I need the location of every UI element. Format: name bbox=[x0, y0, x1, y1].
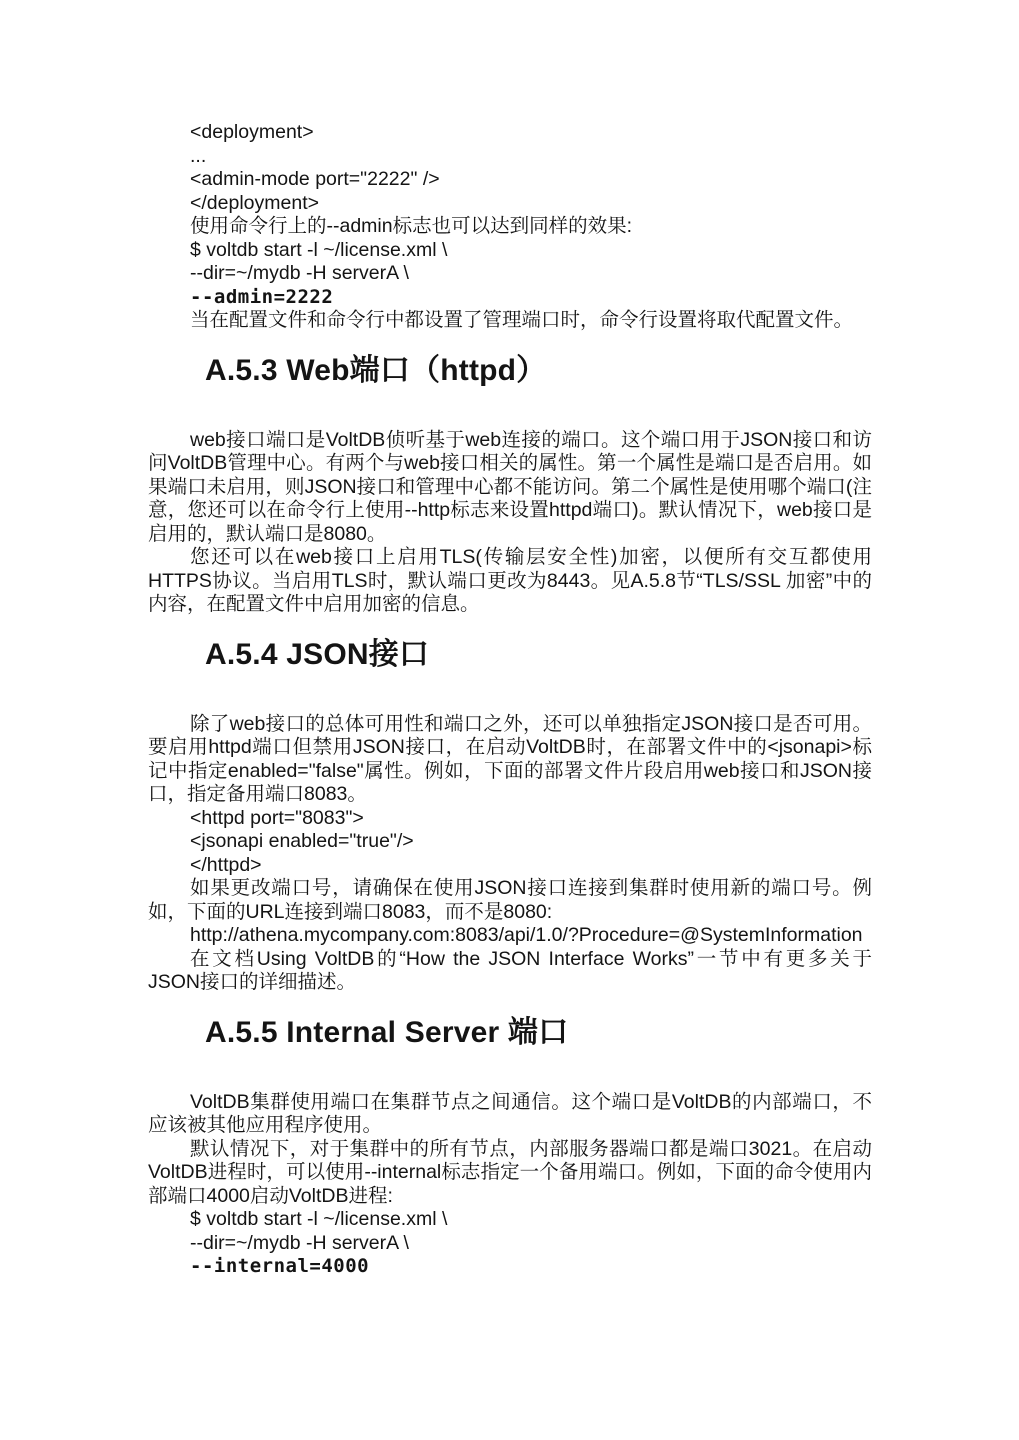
xml-code-line: <jsonapi enabled="true"/> bbox=[190, 830, 414, 852]
internal-port-paragraph-2: 默认情况下，对于集群中的所有节点，内部服务器端口都是端口3021。在启动VoltDB进程时，可以使用--internal标志指定一个备用端口。例如，下面的命令使用内部端口4000启动VoltDB进程: bbox=[148, 1137, 872, 1207]
section-heading-web-port: A.5.3 Web端口（httpd） bbox=[205, 353, 547, 387]
json-api-url: http://athena.mycompany.com:8083/api/1.0/?Procedure=@SystemInformation bbox=[190, 924, 863, 946]
xml-code-line: <deployment> bbox=[190, 121, 314, 143]
cli-command-line: $ voltdb start -l ~/license.xml \ bbox=[190, 238, 448, 261]
cli-command-line: $ voltdb start -l ~/license.xml \ bbox=[190, 1208, 448, 1230]
cli-intro-text: 使用命令行上的--admin标志也可以达到同样的效果: bbox=[190, 215, 633, 237]
section-heading-internal-port: A.5.5 Internal Server 端口 bbox=[205, 1015, 569, 1049]
web-port-paragraph-1: web接口端口是VoltDB侦听基于web连接的端口。这个端口用于JSON接口和访问VoltDB管理中心。有两个与web接口相关的属性。第一个属性是端口是否启用。如果端口未启用，则JSON接口和管理中心都不能访问。第二个属性是使用哪个端口(注意，您还可以在命令行上使用--http标志来设置httpd端口)。默认情况下，web接口是启用的，默认端口是8080。 bbox=[148, 428, 872, 545]
json-api-paragraph-2: 如果更改端口号，请确保在使用JSON接口连接到集群时使用新的端口号。例如，下面的URL连接到端口8083，而不是8080: bbox=[148, 877, 872, 923]
cli-admin-flag: --admin=2222 bbox=[190, 285, 334, 308]
json-api-paragraph-1: 除了web接口的总体可用性和端口之外，还可以单独指定JSON接口是否可用。要启用httpd端口但禁用JSON接口，在启动VoltDB时，在部署文件中的<jsonapi>标记中指定enabled="false"属性。例如，下面的部署文件片段启用web接口和JSON接口，指定备用端口8083。 bbox=[148, 712, 872, 805]
xml-code-line: ... bbox=[190, 144, 207, 167]
cli-command-line: --dir=~/mydb -H serverA \ bbox=[190, 1231, 409, 1254]
section-heading-json-api: A.5.4 JSON接口 bbox=[205, 637, 430, 671]
xml-code-line: <admin-mode port="2222" /> bbox=[190, 168, 440, 190]
cli-internal-flag: --internal=4000 bbox=[190, 1255, 370, 1277]
web-port-paragraph-2: 您还可以在web接口上启用TLS(传输层安全性)加密，以便所有交互都使用HTTPS协议。当启用TLS时，默认端口更改为8443。见A.5.8节“TLS/SSL 加密”中的内容，在配置文件中启用加密的信息。 bbox=[148, 546, 872, 615]
xml-code-line: </httpd> bbox=[190, 853, 262, 876]
json-api-paragraph-3: 在文档Using VoltDB的“How the JSON Interface Works”一节中有更多关于JSON接口的详细描述。 bbox=[148, 947, 872, 993]
cli-command-line: --dir=~/mydb -H serverA \ bbox=[190, 262, 409, 284]
internal-port-paragraph-1: VoltDB集群使用端口在集群节点之间通信。这个端口是VoltDB的内部端口，不应该被其他应用程序使用。 bbox=[148, 1090, 872, 1136]
xml-code-line: <httpd port="8083"> bbox=[190, 806, 364, 829]
admin-note-text: 当在配置文件和命令行中都设置了管理端口时，命令行设置将取代配置文件。 bbox=[190, 309, 854, 331]
xml-code-line: </deployment> bbox=[190, 191, 320, 214]
